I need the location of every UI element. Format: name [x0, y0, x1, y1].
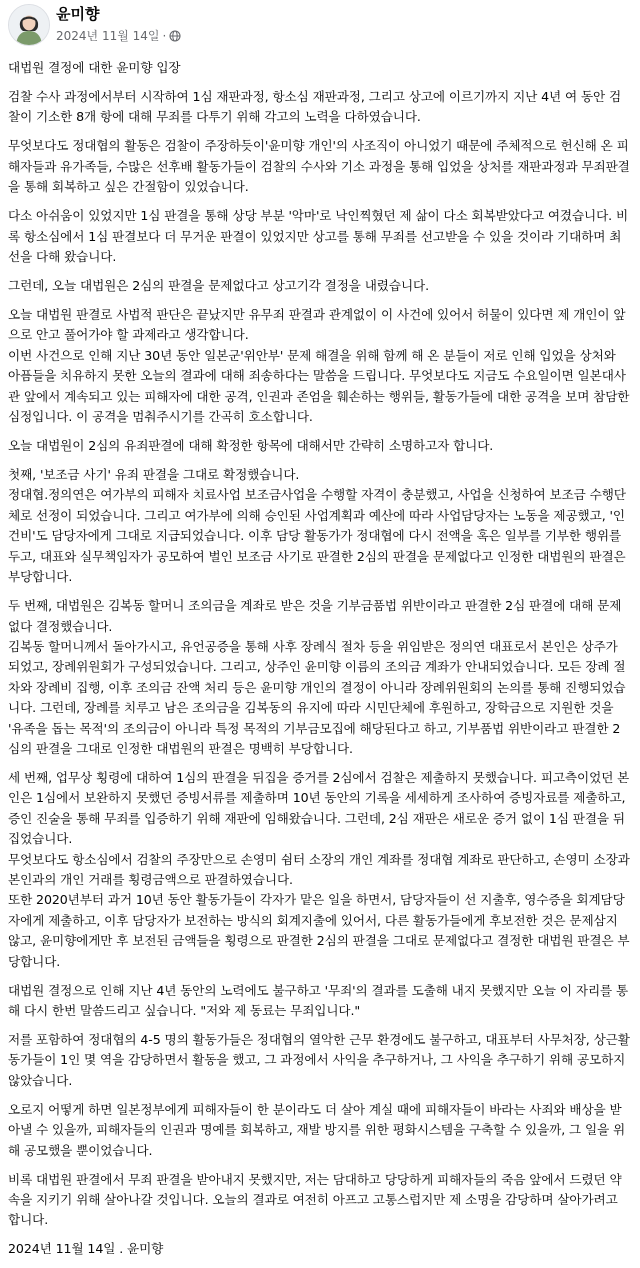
post-header — [0, 0, 640, 52]
paragraph-line: 김복동 할머니께서 돌아가시고, 유언공증을 통해 사후 장례식 절차 등을 위임받은 정의연 대표로서 본인은 상주가 되었고, 장례위원회가 구성되었습니다. 그리고, 상주인 윤미향 이름의 조의금 계좌가 안내되었습니다. 모든 장례 절차와 장례비 집행, 이후 조의금 잔액 처리 등은 윤미향 개인의 결정이 아니라 장례위원회의 논의를 통해 진행되었습니다. 그런데, 장례를 치루고 남은 조의금을 김복동의 유지에 따라 시민단체에 후원하고, 장학금으로 지원한 것을 '유족을 돕는 목적'의 조의금이 아니라 특정 목적의 기부금모집에 해당된다고 하고, 기부품법 위반이라고 판결한 2심의 판결을 그대로 인정한 대법원의 판결은 명백히 부당합니다. — [8, 638, 626, 756]
paragraph-line: 오늘 대법원 판결로 사법적 판단은 끝났지만 유무죄 판결과 관계없이 이 사건에 있어서 허물이 있다면 제 개인이 앞으로 안고 풀어가야 할 과제라고 생각합니다. — [8, 307, 626, 343]
paragraph: 검찰 수사 과정에서부터 시작하여 1심 재판과정, 항소심 재판과정, 그리고 상고에 이르기까지 지난 4년 여 동안 검찰이 기소한 8개 항에 대해 무죄를 다투기 위해 각고의 노력을 다하였습니다. — [8, 89, 622, 125]
paragraph-line: 세 번째, 업무상 횡령에 대하여 1심의 판결을 뒤집을 증거를 2심에서 검찰은 제출하지 못했습니다. 피고측이었던 본인은 1심에서 보완하지 못했던 증빙서류를 제출하며 10년 동안의 기록을 세세하게 조사하여 증빙자료를 제출하고, 증인 진술을 통해 무죄를 입증하기 위해 재판에 임해왔습니다. 그런데, 2심 재판은 새로운 증거 없이 1심 판결을 뒤집었습니다. — [8, 769, 630, 847]
post-date[interactable]: 2024년 11월 14일 — [56, 29, 160, 43]
person-avatar-icon — [9, 5, 49, 45]
paragraph: 다소 아쉬움이 있었지만 1심 판결을 통해 상당 부분 '악마'로 낙인찍혔던 제 삶이 다소 회복받았다고 여겼습니다. 비록 항소심에서 1심 판결보다 더 무거운 판결이 있었지만 상고를 통해 무죄를 선고받을 수 있을 것이라 기대하며 최선을 다해 왔습니다. — [8, 208, 629, 265]
post-title: 대법원 결정에 대한 윤미향 입장 — [8, 60, 181, 75]
paragraph: 오늘 대법원이 2심의 유죄판결에 대해 확정한 항목에 대해서만 간략히 소명하고자 합니다. — [8, 438, 494, 454]
meta-separator: · — [162, 29, 167, 43]
paragraph-line: 무엇보다도 항소심에서 검찰의 주장만으로 손영미 쉼터 소장의 개인 계좌를 정대협 계좌로 판단하고, 손영미 소장과 본인과의 개인 거래를 횡령금액으로 판결하였습니다. — [8, 851, 630, 887]
paragraph: 대법원 결정으로 인해 지난 4년 동안의 노력에도 불구하고 '무죄'의 결과를 도출해 내지 못했지만 오늘 이 자리를 통해 다시 한번 말씀드리고 싶습니다. "저와 제 동료는 무죄입니다." — [8, 982, 629, 1018]
paragraph: 무엇보다도 정대협의 활동은 검찰이 주장하듯이'윤미향 개인'의 사조직이 아니었기 때문에 주체적으로 헌신해 온 피해자들과 유가족들, 수많은 선후배 활동가들이 검찰의 수사와 기소 과정을 통해 입었을 상처를 재판과정과 무죄판결을 통해 회복하고 싶은 간절함이 있었습니다. — [8, 138, 630, 195]
signature: 2024년 11월 14일 . 윤미향 — [8, 1241, 164, 1257]
paragraph: 저를 포함하여 정대협의 4-5 명의 활동가들은 정대협의 열악한 근무 환경에도 불구하고, 대표부터 사무처장, 상근활동가들이 1인 몇 역을 감당하면서 활동을 했고, 그 과정에서 사익을 추구하거나, 그 사익을 추구하기 위해 공모하지 않았습니다. — [8, 1032, 630, 1088]
author-avatar[interactable] — [8, 4, 50, 46]
paragraph-block — [8, 305, 630, 427]
post-meta — [56, 28, 181, 44]
paragraph-line: 또한 2020년부터 과거 10년 동안 활동가들이 각자가 맡은 일을 하면서, 담당자들이 선 지출후, 영수증을 회계담당자에게 제출하고, 이후 담당자가 보전하는 방식의 회계지출에 있어서, 다른 활동가들에게 후보전한 것은 문제삼지 않고, 윤미향에게만 후 보전된 금액들을 횡령으로 판결한 2심의 판결을 그대로 문제없다고 결정한 대법원 판결은 부당합니다. — [8, 892, 630, 969]
paragraph: 비록 대법원 판결에서 무죄 판결을 받아내지 못했지만, 저는 담대하고 당당하게 피해자들의 죽음 앞에서 드렸던 약속을 지키기 위해 살아나갈 것입니다. 오늘의 결과로 여전히 아프고 고통스럽지만 제 소명을 감당하며 살아가려고 합니다. — [8, 1171, 622, 1228]
paragraph: 그런데, 오늘 대법원은 2심의 판결을 문제없다고 상고기각 결정을 내렸습니다. — [8, 278, 429, 294]
globe-icon — [169, 30, 181, 42]
paragraph-line: 첫째, '보조금 사기' 유죄 판결을 그대로 확정했습니다. — [8, 467, 300, 483]
author-name[interactable]: 윤미향 — [56, 5, 100, 23]
paragraph-block — [8, 768, 630, 972]
paragraph-block — [8, 596, 630, 759]
paragraph-block — [8, 465, 630, 587]
paragraph-line: 두 번째, 대법원은 김복동 할머니 조의금을 계좌로 받은 것을 기부금품법 위반이라고 판결한 2심 판결에 대해 문제없다 결정했습니다. — [8, 598, 622, 634]
paragraph-line: 정대협.정의연은 여가부의 피해자 치료사업 보조금사업을 수행할 자격이 충분했고, 사업을 신청하여 보조금 수행단체로 선정이 되었습니다. 그리고 여가부에 의해 승인된 사업계획과 예산에 따라 사업담당자는 노동을 제공했고, '인건비'도 담당자에게 그대로 지급되었습니다. 이후 담당 활동가가 정대협에 다시 전액을 혹은 일부를 기부한 행위를 두고, 대표와 실무책임자가 공모하여 벌인 보조금 사기로 판결한 2심의 판결을 문제없다고 인정한 대법원의 판결은 부당합니다. — [8, 487, 626, 585]
paragraph: 오로지 어떻게 하면 일본정부에게 피해자들이 한 분이라도 더 살아 계실 때에 피해자들이 바라는 사죄와 배상을 받아낼 수 있을까, 피해자들의 인권과 명예를 회복하고, 재발 방지를 위한 평화시스템을 구축할 수 있을까, 그 일을 위해 공모했을 뿐이었습니다. — [8, 1101, 626, 1158]
post-body — [8, 58, 630, 1268]
paragraph-line: 이번 사건으로 인해 지난 30년 동안 일본군'위안부' 문제 해결을 위해 함께 해 온 분들이 저로 인해 입었을 상처와 아픔들을 치유하지 못한 오늘의 결과에 대해 죄송하다는 말씀을 드립니다. 무엇보다도 지금도 수요일이면 일본대사관 앞에서 계속되고 있는 피해자에 대한 공격, 인권과 존엄을 훼손하는 행위들, 활동가들에 대한 공격을 보며 참담한 심정입니다. 이 공격을 멈춰주시기를 간곡히 호소합니다. — [8, 347, 630, 425]
